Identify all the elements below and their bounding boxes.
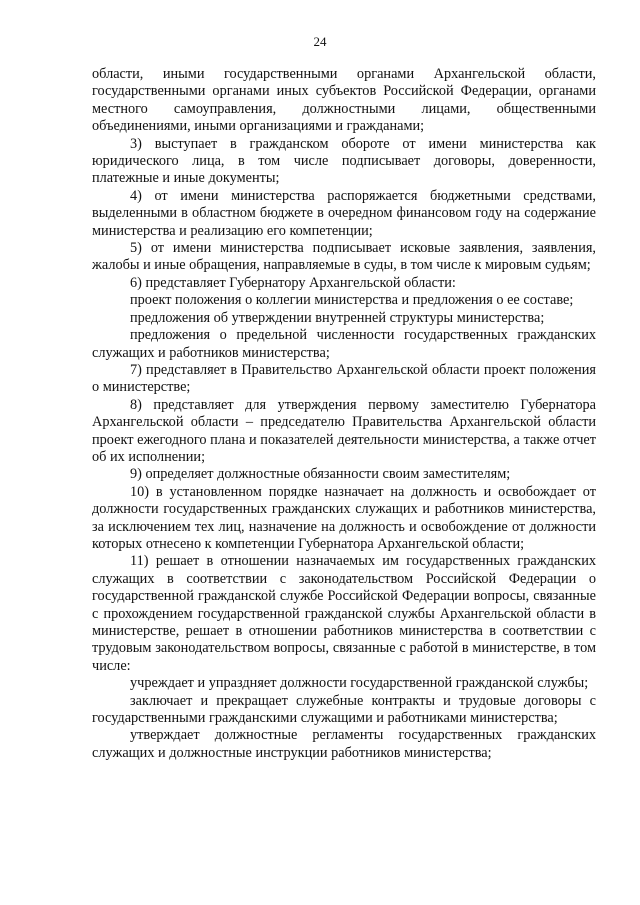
paragraph: предложения о предельной численности государственных гражданских служащих и работников министерства;: [92, 327, 596, 361]
paragraph: 4) от имени министерства распоряжается бюджетными средствами, выделенными в областном бюджете в очередном финансовом году на содержание министерства и реализацию его компетенции;: [92, 187, 596, 239]
paragraph: 6) представляет Губернатору Архангельской области:: [130, 274, 456, 291]
paragraph: заключает и прекращает служебные контракты и трудовые договоры с государственными гражданскими служащими и работниками министерства;: [92, 692, 596, 727]
paragraph: 3) выступает в гражданском обороте от имени министерства как юридического лица, в том числе подписывает договоры, доверенности, платежные и иные документы;: [92, 135, 596, 187]
paragraph: 5) от имени министерства подписывает исковые заявления, заявления, жалобы и иные обращения, направляемые в суды, в том числе к мировым судьям;: [92, 240, 596, 274]
paragraph: 7) представляет в Правительство Архангельской области проект положения о министерстве;: [92, 361, 596, 396]
page-number: 24: [313, 34, 327, 49]
paragraph: 10) в установленном порядке назначает на должность и освобождает от должности государственных гражданских служащих и работников министерства, за исключением тех лиц, назначение на должность и освобождение от должности которых отнесено к компетенции Губернатора Архангельской области;: [92, 483, 596, 552]
paragraph: 11) решает в отношении назначаемых им государственных гражданских служащих в соответствии с законодательством Российской Федерации о государственной гражданской службе Российской Федерации вопросы, связанные с прохождением государственной гражданской службы Архангельской области в министерстве, решает в отношении работников министерства в соответствии с трудовым законодательством вопросы, связанные с работой в министерстве, в том числе:: [92, 553, 596, 674]
document-body: [92, 66, 596, 762]
paragraph: утверждает должностные регламенты государственных гражданских служащих и должностные инструкции работников министерства;: [92, 727, 596, 761]
paragraph: проект положения о коллегии министерства и предложения о ее составе;: [130, 292, 574, 309]
paragraph: учреждает и упраздняет должности государственной гражданской службы;: [130, 675, 589, 692]
paragraph: области, иными государственными органами Архангельской области, государственными органами иных субъектов Российской Федерации, органами местного самоуправления, должностными лицами, общественными объединениями, иными организациями и гражданами;: [92, 66, 596, 135]
paragraph: 9) определяет должностные обязанности своим заместителям;: [130, 466, 511, 483]
paragraph: предложения об утверждении внутренней структуры министерства;: [130, 309, 545, 326]
paragraph: 8) представляет для утверждения первому заместителю Губернатора Архангельской области – председателю Правительства Архангельской области проект ежегодного плана и показателей деятельности министерства, а также отчет об их исполнении;: [92, 396, 596, 465]
